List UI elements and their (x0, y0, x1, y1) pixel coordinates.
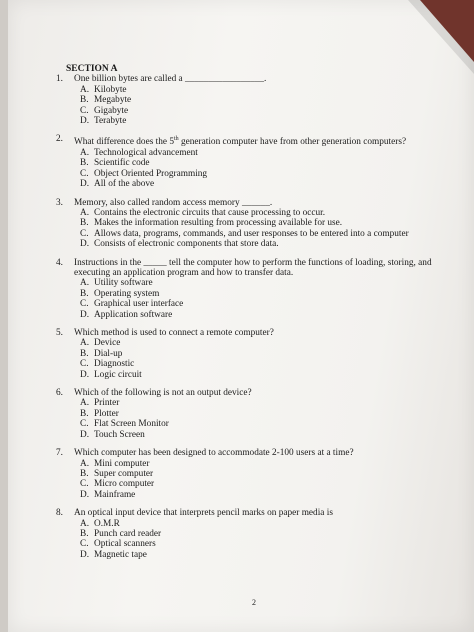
option-letter: D. (80, 489, 90, 500)
option-b (80, 289, 436, 299)
question-text-part: generation computer have from other generation computers? (178, 137, 407, 148)
question-number: 1. (56, 74, 63, 85)
option-text: Terabyte (94, 116, 127, 127)
option-letter: D. (80, 369, 90, 380)
option-text: Mini computer (94, 458, 150, 469)
option-text: Object Oriented Programming (94, 168, 208, 179)
question-text: Which of the following is not an output device? (74, 388, 252, 399)
option-b (80, 469, 436, 479)
option-d (80, 430, 436, 440)
question-number: 6. (56, 388, 63, 399)
option-c (80, 106, 436, 116)
option-text: Graphical user interface (94, 299, 184, 310)
option-d (80, 116, 436, 126)
option-letter: D. (80, 309, 90, 320)
option-text: Contains the electronic circuits that cause processing to occur. (94, 207, 326, 218)
option-letter: C. (80, 168, 89, 179)
question-number: 3. (56, 197, 63, 208)
option-d (80, 239, 436, 249)
option-letter: C. (80, 359, 89, 370)
option-a (80, 519, 436, 529)
option-letter: B. (80, 95, 89, 106)
option-letter: A. (80, 207, 90, 218)
option-text: Plotter (94, 408, 119, 419)
option-c (80, 419, 436, 429)
question-number: 7. (56, 448, 63, 459)
option-a (80, 148, 436, 158)
question-text (74, 134, 436, 148)
option-letter: B. (80, 158, 89, 169)
option-letter: D. (80, 429, 90, 440)
page-corner-fold (420, 0, 474, 62)
document-page (8, 0, 474, 632)
question-text: Memory, also called random access memory ______. (74, 197, 273, 208)
option-letter: D. (80, 179, 90, 190)
option-letter: A. (80, 84, 90, 95)
option-letter: C. (80, 228, 89, 239)
option-d (80, 310, 436, 320)
option-a (80, 208, 436, 218)
question-text: Instructions in the _____ tell the computer how to perform the functions of loading, storing, and executing an application program and how to transfer data. (74, 257, 432, 278)
question-2 (56, 134, 436, 189)
option-letter: B. (80, 218, 89, 229)
option-b (80, 158, 436, 168)
option-text: Consists of electronic components that store data. (94, 239, 279, 250)
option-letter: C. (80, 419, 89, 430)
option-text: Touch Screen (94, 429, 145, 440)
question-6 (56, 388, 436, 440)
option-c (80, 359, 436, 369)
option-text: Magnetic tape (94, 549, 147, 560)
option-c (80, 229, 436, 239)
question-7 (56, 448, 436, 500)
option-b (80, 349, 436, 359)
option-letter: B. (80, 408, 89, 419)
option-c (80, 479, 436, 489)
option-letter: B. (80, 468, 89, 479)
option-text: Logic circuit (94, 369, 142, 380)
ordinal-superscript: th (173, 136, 179, 143)
option-text: Flat Screen Monitor (94, 419, 169, 430)
question-text: Which computer has been designed to accommodate 2-100 users at a time? (74, 448, 354, 459)
option-text: Device (94, 338, 121, 349)
option-text: Super computer (94, 468, 154, 479)
option-letter: A. (80, 518, 90, 529)
option-a (80, 398, 436, 408)
option-d (80, 370, 436, 380)
option-d (80, 550, 436, 560)
question-1 (56, 74, 436, 126)
question-8 (56, 508, 436, 560)
option-a (80, 85, 436, 95)
option-text: O.M.R (94, 518, 120, 529)
option-b (80, 409, 436, 419)
option-text: Dial-up (94, 348, 123, 359)
option-letter: A. (80, 458, 90, 469)
option-text: Application software (94, 309, 173, 320)
option-c (80, 299, 436, 309)
question-text: One billion bytes are called a _________________. (74, 74, 267, 85)
option-letter: A. (80, 398, 90, 409)
option-text: Kilobyte (94, 84, 127, 95)
option-text: Utility software (94, 278, 153, 289)
option-letter: C. (80, 299, 89, 310)
option-b (80, 529, 436, 539)
option-text: Makes the information resulting from processing available for use. (94, 218, 343, 229)
option-a (80, 278, 436, 288)
option-text: Operating system (94, 288, 160, 299)
option-letter: C. (80, 479, 89, 490)
option-c (80, 169, 436, 179)
option-c (80, 539, 436, 549)
option-text: Megabyte (94, 95, 132, 106)
question-text-part: What difference does the 5 (74, 137, 174, 148)
option-a (80, 459, 436, 469)
question-number: 8. (56, 508, 63, 519)
option-b (80, 218, 436, 228)
option-letter: B. (80, 288, 89, 299)
page-number: 2 (252, 598, 256, 607)
question-3 (56, 198, 436, 250)
question-text: Which method is used to connect a remote computer? (74, 328, 274, 339)
option-letter: B. (80, 348, 89, 359)
option-letter: C. (80, 105, 89, 116)
question-number: 2. (56, 134, 63, 145)
option-text: Diagnostic (94, 359, 135, 370)
option-a (80, 338, 436, 348)
question-5 (56, 328, 436, 380)
option-letter: D. (80, 116, 90, 127)
option-letter: B. (80, 528, 89, 539)
question-number: 5. (56, 328, 63, 339)
option-letter: A. (80, 278, 90, 289)
option-d (80, 490, 436, 500)
option-text: Gigabyte (94, 105, 129, 116)
option-letter: D. (80, 239, 90, 250)
exam-content (56, 64, 436, 568)
question-number: 4. (56, 257, 63, 268)
option-text: Mainframe (94, 489, 136, 500)
option-letter: A. (80, 338, 90, 349)
option-text: Micro computer (94, 479, 155, 490)
question-4 (56, 258, 436, 320)
option-text: Printer (94, 398, 120, 409)
option-letter: D. (80, 549, 90, 560)
option-text: Allows data, programs, commands, and user responses to be entered into a computer (94, 228, 409, 239)
option-letter: C. (80, 539, 89, 550)
option-letter: A. (80, 147, 90, 158)
section-title: SECTION A (66, 64, 118, 74)
option-text: Optical scanners (94, 539, 156, 550)
option-text: Punch card reader (94, 528, 162, 539)
question-text: An optical input device that interprets pencil marks on paper media is (74, 508, 333, 519)
option-text: All of the above (94, 179, 155, 190)
option-b (80, 95, 436, 105)
option-text: Scientific code (94, 158, 150, 169)
option-text: Technological advancement (94, 147, 198, 158)
option-d (80, 179, 436, 189)
